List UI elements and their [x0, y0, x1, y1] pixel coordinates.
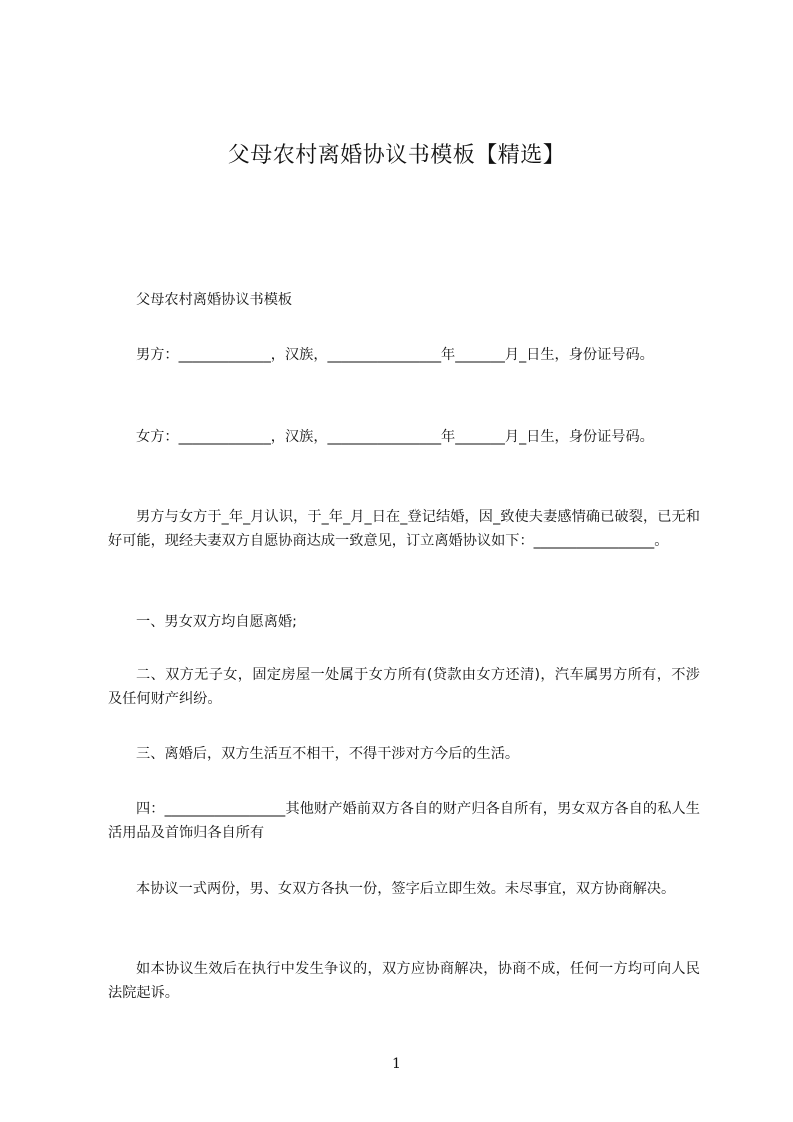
paragraph-female-party: 女方：_____________，汉族，________________年_______月_日生，身份证号码。 [136, 429, 654, 445]
paragraph-clause-4: 四：_________________其他财产婚前双方各自的财产归各自所有，男女双方各自的私人生活用品及首饰归各自所有 [108, 801, 700, 841]
paragraph-clause-3: 三、离婚后，双方生活互不相干，不得干涉对方今后的生活。 [136, 746, 520, 762]
paragraph-clause-1: 一、男女双方均自愿离婚; [136, 614, 297, 630]
paragraph-male-party: 男方：_____________，汉族，________________年_______月_日生，身份证号码。 [136, 347, 654, 363]
paragraph-dispute: 如本协议生效后在执行中发生争议的，双方应协商解决，协商不成，任何一方均可向人民法院起诉。 [108, 961, 700, 1001]
doc-subtitle: 父母农村离婚协议书模板 [136, 292, 293, 308]
page-title: 父母农村离婚协议书模板【精选】 [227, 143, 566, 168]
paragraph-effectiveness: 本协议一式两份，男、女双方各执一份，签字后立即生效。未尽事宜，双方协商解决。 [136, 881, 676, 897]
paragraph-clause-2: 二、双方无子女，固定房屋一处属于女方所有(贷款由女方还清)，汽车属男方所有，不涉及任何财产纠纷。 [108, 667, 700, 707]
page-number: 1 [392, 1056, 401, 1072]
paragraph-marriage-info: 男方与女方于_年_月认识，于_年_月_日在_登记结婚，因_致使夫妻感情确已破裂，已无和好可能，现经夫妻双方自愿协商达成一致意见，订立离婚协议如下：_________________。 [108, 509, 700, 549]
